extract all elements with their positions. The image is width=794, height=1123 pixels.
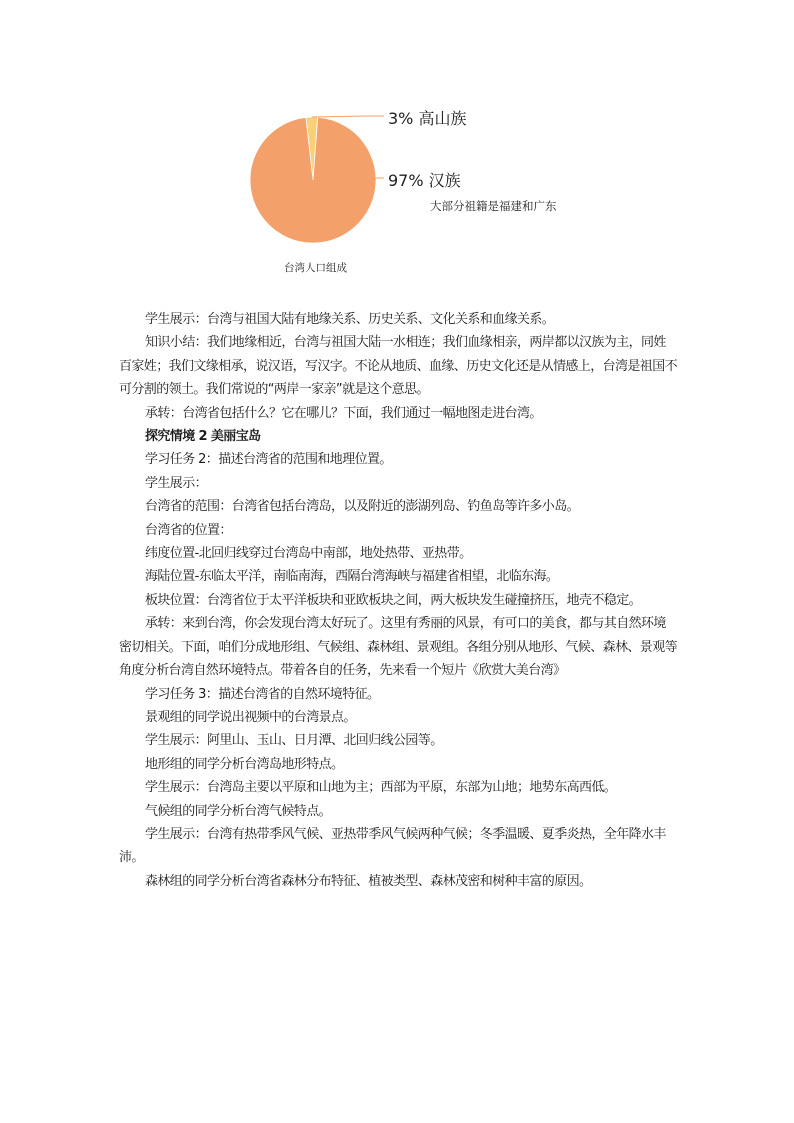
paragraph: 学习任务 2：描述台湾省的范围和地理位置。 xyxy=(145,452,392,468)
pie-label-han: 97% 汉族 xyxy=(388,171,461,190)
paragraph: 学生展示：阿里山、玉山、日月潭、北回归线公园等。 xyxy=(145,733,443,749)
paragraph: 板块位置：台湾省位于太平洋板块和亚欧板块之间，两大板块发生碰撞挤压，地壳不稳定。 xyxy=(145,592,642,608)
lesson-text xyxy=(119,308,677,893)
paragraph: 承转：来到台湾，你会发现台湾太好玩了。这里有秀丽的风景，有可口的美食，都与其自然环境密切相关。下面，咱们分成地形组、气候组、森林组、景观组。各组分别从地形、气候、森林、景观等角度分析台湾自然环境特点。带着各自的任务，先来看一个短片《欣赏大美台湾》 xyxy=(119,616,678,679)
pie-label-gaoshan: 3% 高山族 xyxy=(388,109,467,128)
paragraph: 台湾省的位置： xyxy=(145,522,232,538)
paragraph: 台湾省的范围：台湾省包括台湾岛，以及附近的澎湖列岛、钓鱼岛等许多小岛。 xyxy=(145,499,580,515)
paragraph: 气候组的同学分析台湾气候特点。 xyxy=(145,803,332,819)
pie-caption: 台湾人口组成 xyxy=(284,262,347,274)
paragraph: 纬度位置-北回归线穿过台湾岛中南部，地处热带、亚热带。 xyxy=(145,546,472,562)
paragraph: 学生展示：台湾有热带季风气候、亚热带季风气候两种气候；冬季温暖、夏季炎热，全年降水丰沛。 xyxy=(119,826,666,866)
section-heading: 探究情境 2 美丽宝岛 xyxy=(145,429,261,445)
paragraph: 承转：台湾省包括什么？它在哪儿？下面，我们通过一幅地图走进台湾。 xyxy=(145,405,542,421)
pie-annotation: 大部分祖籍是福建和广东 xyxy=(430,199,557,213)
paragraph: 森林组的同学分析台湾省森林分布特征、植被类型、森林茂密和树种丰富的原因。 xyxy=(145,873,592,889)
population-pie-figure xyxy=(240,100,600,280)
paragraph: 地形组的同学分析台湾岛地形特点。 xyxy=(145,756,344,772)
paragraph: 知识小结：我们地缘相近，台湾与祖国大陆一水相连；我们血缘相亲，两岸都以汉族为主，同姓百家姓；我们文缘相承，说汉语，写汉字。不论从地质、血缘、历史文化还是从情感上，台湾是祖国不可分割的领土。我们常说的“两岸一家亲”就是这个意思。 xyxy=(119,335,678,398)
paragraph: 学生展示：台湾与祖国大陆有地缘关系、历史关系、文化关系和血缘关系。 xyxy=(145,312,555,327)
paragraph: 学习任务 3：描述台湾省的自然环境特征。 xyxy=(145,686,380,702)
paragraph: 海陆位置-东临太平洋，南临南海，西隔台湾海峡与福建省相望，北临东海。 xyxy=(145,569,559,585)
paragraph: 学生展示： xyxy=(145,475,208,491)
leader-line-gaoshan xyxy=(312,116,384,117)
paragraph: 学生展示：台湾岛主要以平原和山地为主；西部为平原，东部为山地；地势东高西低。 xyxy=(145,780,617,796)
paragraph: 景观组的同学说出视频中的台湾景点。 xyxy=(145,709,356,725)
